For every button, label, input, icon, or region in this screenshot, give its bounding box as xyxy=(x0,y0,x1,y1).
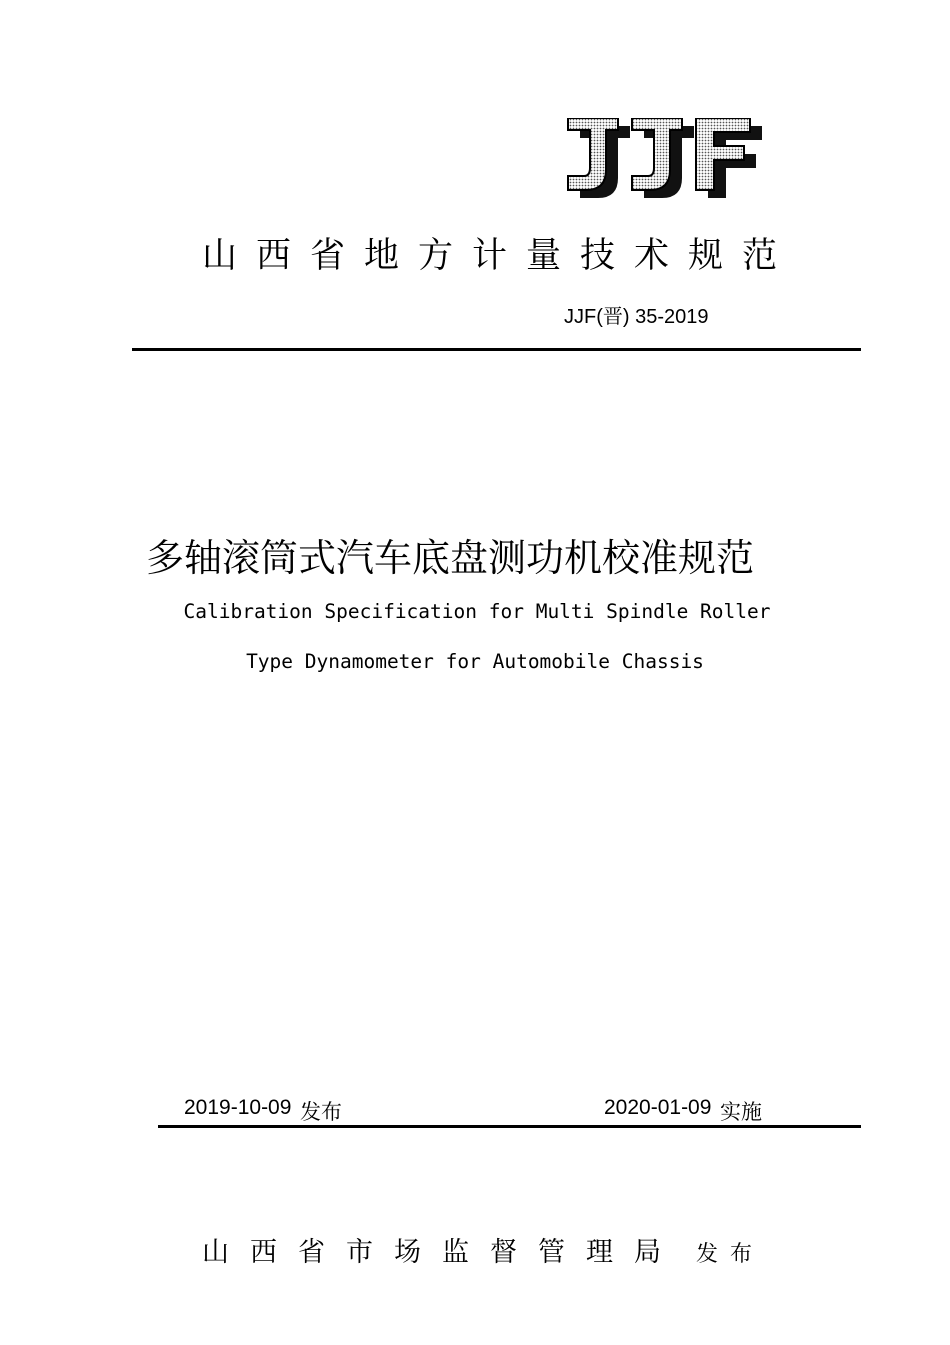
publisher-name: 山西省市场监督管理局 xyxy=(202,1237,682,1268)
implementation-label: 实施 xyxy=(720,1100,762,1124)
implementation-date: 2020-01-09 xyxy=(604,1096,712,1119)
bottom-rule xyxy=(158,1125,861,1128)
issue-date: 2019-10-09 xyxy=(184,1096,292,1119)
publish-verb: 发布 xyxy=(696,1242,765,1267)
jjf-logo xyxy=(566,118,764,200)
document-title-zh: 多轴滚筒式汽车底盘测功机校准规范 xyxy=(146,536,755,580)
document-title-en-line1: Calibration Specification for Multi Spindle Roller xyxy=(183,600,771,623)
standard-number: JJF(晋) 35-2019 xyxy=(564,306,709,328)
document-title-en-line2: Type Dynamometer for Automobile Chassis xyxy=(246,650,704,673)
top-rule xyxy=(132,348,861,351)
series-title: 山西省地方计量技术规范 xyxy=(202,236,797,276)
issue-label: 发布 xyxy=(300,1100,342,1124)
